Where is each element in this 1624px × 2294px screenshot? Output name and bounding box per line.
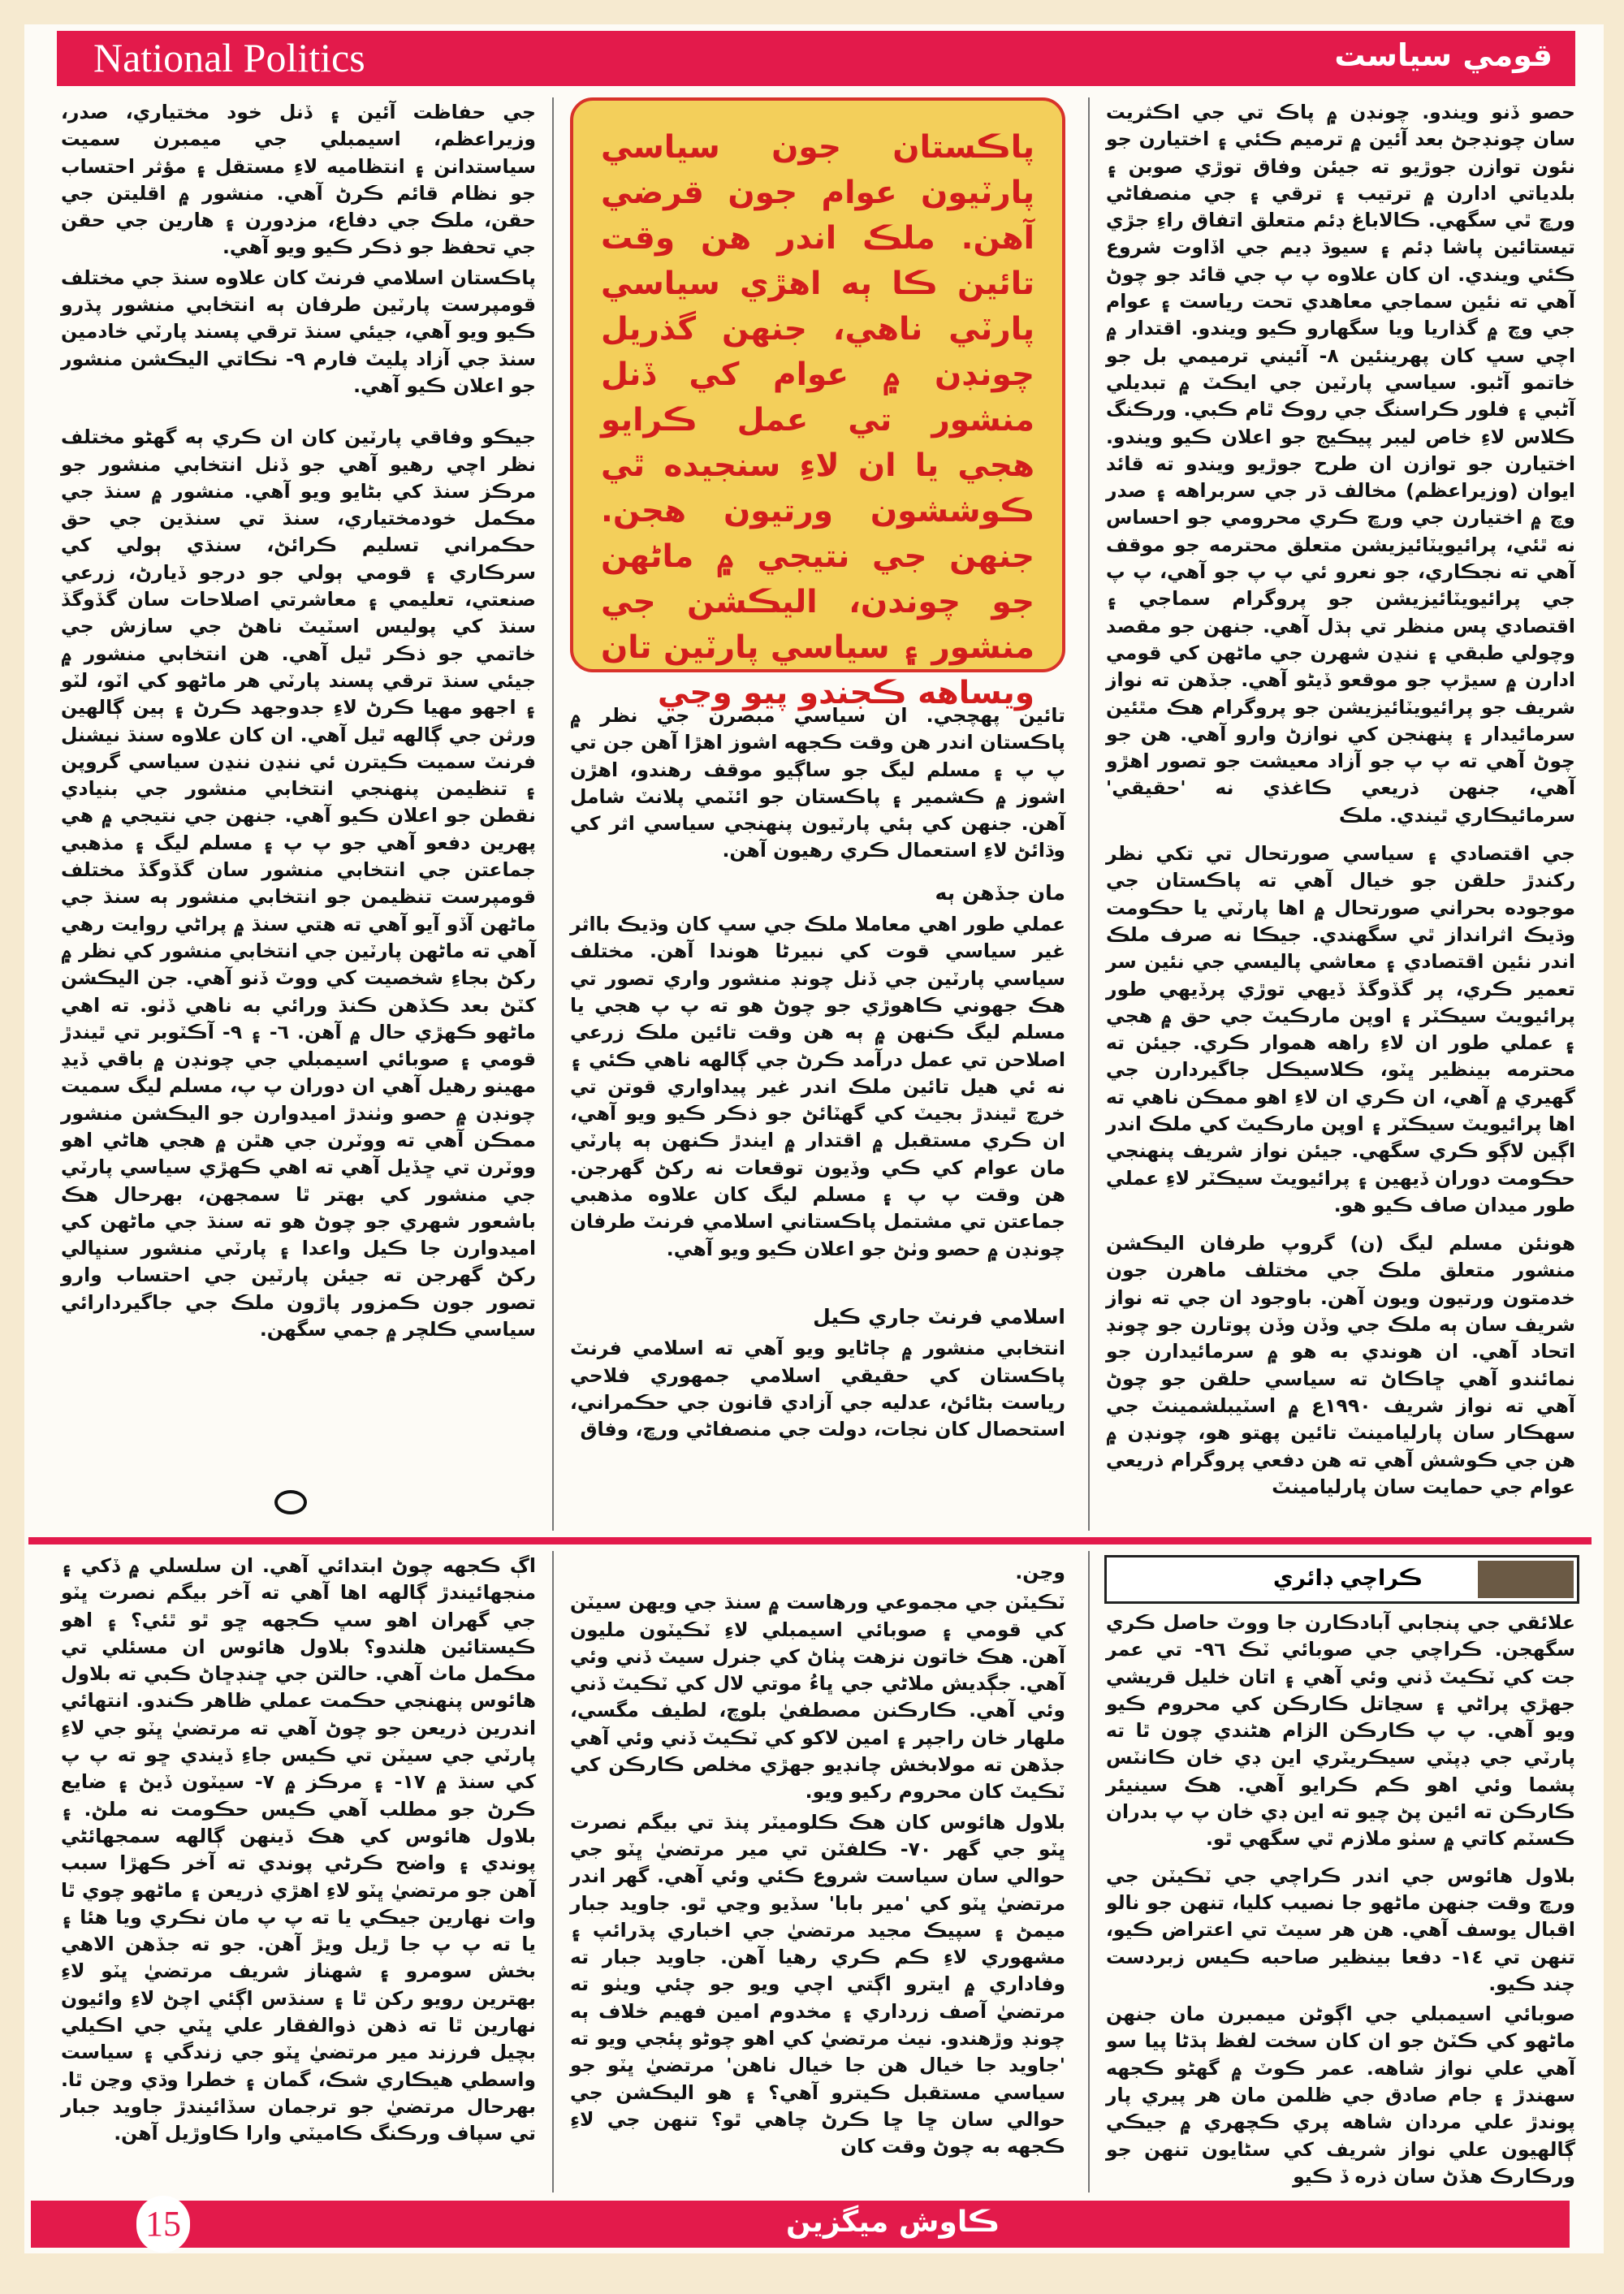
section-divider bbox=[28, 1537, 1592, 1544]
karachi-diary-header bbox=[1104, 1555, 1579, 1604]
publication-name: ڪاوش ميگزين bbox=[786, 2205, 1000, 2239]
paragraph: اڳ ڪجهه چوڻ ابتدائي آهي. ان سلسلي ۾ ڏکي ۽ منجهائيندڙ ڳالهه اها آهي ته آخر بيگم نصرت ڀٽو جي گهران اهو سڀ ڪجهه ڇو ٿو ٿئي؟ ۽ اهو ڪيستائين هلندو؟ بلاول هائوس ان مسئلي تي مڪمل ماٺ آهي. حالتن جي ڇنڊڇاڻ ڪبي ته بلاول هائوس پنهنجي حڪمت عملي ظاهر ڪندو. انتهائي اندرين ذريعن جو چوڻ آهي ته مرتضيٰ ڀٽو جي لاءِ پارٽي جي سيٽن تي ڪيس جاءِ ڏيندي ڇو ته پ پ کي سنڌ ۾ ١٧- ۽ مرڪز ۾ ٧- سيٽون ڏيڻ ۽ ضايع ڪرڻ جو مطلب آهي ڪيس حڪومت نه ملڻ. ۽ بلاول هائوس کي هڪ ڏينهن ڳالهه سمجهائڻي پوندي ۽ واضح ڪرڻي پوندي ته آخر ڪهڙا سبب آهن جو مرتضيٰ ڀٽو لاءِ اهڙي ذريعن ۽ ماڻهو چوي ٿا وات نهارين جيڪي يا ته پ پ مان نڪري ويا هئا ۽ يا ته پ پ جا ڙيل ويڙ آهن. جو ته جڏهن الاهي بخش سومرو ۽ شهناز شريف مرتضيٰ ڀٽو لاءِ بهترين رويو رکن ٿا ۽ سنڌس اڳئي اچڻ لاءِ وائيون نهارين ٿا ته ذهن ذوالفقار علي ڀٽي جي اڪيلي بچيل فرزند مير مرتضيٰ ڀٽو جي زندگي ۽ سياست واسطي هيڪاري شڪ، گمان ۽ خطرا وڌي وڃن ٿا. بهرحال مرتضيٰ جو ترجمان سڏائيندڙ جاويد جبار تي سپاف ورڪنگ ڪاميٽي وارا ڪاوڙيل آهن. bbox=[61, 1554, 536, 2145]
paragraph: عملي طور اهي معاملا ملڪ جي سڀ کان وڌيڪ بااثر غير سياسي قوت کي نبيرڻا هوندا آهن. مختلف سياسي پارٽين جي ڏنل چونڊ منشور واري تصور تي هڪ جهوني ڪاهوڙي جو چوڻ هو ته پ پ هجي يا مسلم ليگ ڪنهن ۾ ٻه هن وقت تائين ملڪ زرعي اصلاحن تي عمل درآمد ڪرڻ جي ڳالهه ناهي ڪئي ۽ نه ئي هيل تائين ملڪ اندر غير پيداواري قوتن تي خرچ ٿيندڙ بجيٽ کي گهٽائڻ جو ذڪر ڪيو ويو آهي، ان ڪري مستقبل ۾ اقتدار ۾ ايندڙ ڪنهن ٻه پارٽي مان عوام کي ڪي وڏيون توقعات نه رکڻ گهرجن. هن وقت پ پ ۽ مسلم ليگ کان علاوه مذهبي جماعتن تي مشتمل پاڪستاني اسلامي فرنٽ طرفان چونڊن ۾ حصو وٺڻ جو اعلان ڪيو ويو آهي. bbox=[570, 913, 1065, 1260]
section-title-english: National Politics bbox=[93, 35, 365, 80]
section-header-band bbox=[57, 31, 1575, 86]
paragraph: بلاول هائوس کان هڪ ڪلوميٽر پنڌ تي بيگم نصرت ڀٽو جي گهر ٧٠- ڪلفٽن تي مير مرتضيٰ ڀٽو جي حوالي سان سياست شروع ڪئي وئي آهي. گهر اندر مرتضيٰ ڀٽو کي 'مير بابا' سڏيو وڃي ٿو. جاويد جبار ميمڻ ۽ سپيڪ مجيد مرتضيٰ جي اخباري پڌرائپ ۽ مشهوري لاءِ ڪم ڪري رهيا آهن. جاويد جبار ته وفاداري ۾ ايترو اڳتي اچي ويو جو چئي ويٺو ته مرتضيٰ آصف زرداري ۽ مخدوم امين فهيم خلاف ٻه چونڊ وڙهندو. نيٺ مرتضيٰ کي اهو چوڻو پئجي ويو ته 'جاويد جا خيال هن جا خيال ناهن' مرتضيٰ ڀٽو جو سياسي مستقبل ڪيترو آهي؟ ۽ هو اليڪشن جي حوالي سان ڇا ڇا ڪرڻ چاهي ٿو؟ تنهن جي لاءِ ڪجهه به چوڻ وقت کان bbox=[570, 1810, 1065, 2158]
diary-logo bbox=[1478, 1561, 1574, 1598]
article-column-top-right bbox=[1106, 99, 1575, 1528]
section-title-sindhi: قومي سياست bbox=[1334, 37, 1553, 73]
paragraph: وڃن. bbox=[1015, 1561, 1065, 1583]
article-column-top-middle bbox=[570, 702, 1065, 1523]
subheading: اسلامي فرنٽ جاري ڪيل bbox=[813, 1304, 1065, 1328]
article-column-bottom-left bbox=[61, 1553, 536, 2194]
paragraph: جي اقتصادي ۽ سياسي صورتحال تي تکي نظر رکندڙ حلقن جو خيال آهي ته پاڪستان جي موجوده بحراني صورتحال ۾ اها پارٽي يا حڪومت وڌيڪ اثرانداز ٿي سگهندي. جيڪا نه صرف ملڪ اندر نئين اقتصادي ۽ معاشي پاليسي جي نئين سر تعمير ڪري، پر گڏوگڏ ڏيهي توڙي پرڏيهي طور پرائيويٽ سيڪٽر ۽ اوپن مارڪيٽ جي حق ۾ هجي ۽ عملي طور ان لاءِ راهه هموار ڪري. جيئن ته محترمه بينظير ڀٽو، ڪلاسيڪل جاگيردارن جي گهيري ۾ آهي، ان ڪري ان لاءِ اهو ممڪن ناهي ته اها پرائيويٽ سيڪٽر ۽ اوپن مارڪيٽ کي ملڪ اندر اڳين لاڳو ڪري سگهي. جيئن نواز شريف پنهنجي حڪومت دوران ڏيهين ۽ پرائيويٽ سيڪٽر لاءِ عملي طور ميدان صاف ڪيو هو. bbox=[1106, 842, 1575, 1216]
paragraph: ٽڪيٽن جي مجموعي ورهاست ۾ سنڌ جي ويهن سيٽن کي قومي ۽ صوبائي اسيمبلي لاءِ ٽڪيٽون مليون آهن. هڪ خاتون نزهت پٺاڻ کي جنرل سيٽ ڏني وئي آهي. جڳديش ملاڻي جي ڀاءُ موتي لال کي ٽڪيٽ ڏني وئي آهي. ڪارڪنن مصطفيٰ بلوچ، لطيف مگسي، ملهار خان راجپر ۽ امين لاکو کي ٽڪيٽ ڏني وئي آهي جڏهن ته مولابخش چانڊيو جهڙي مخلص ڪارڪن کي ٽڪيٽ کان محروم رکيو ويو. bbox=[570, 1591, 1065, 1804]
paragraph: صوبائي اسيمبلي جي اڳوڻن ميمبرن مان جنهن ماڻهو کي ڪٽڻ جو ان کان سخت لفظ ٻڌڻا پيا سو آهي علي نواز شاهه. عمر ڪوٽ ۾ گهڻو ڪجهه سهندڙ ۽ جام صادق جي ظلمن مان هر پيري پار پوندڙ علي مردان شاهه پري ڪچهري ۾ جيڪي ڳالهيون علي نواز شريف کي سڻايون تنهن جو ورڪارڪ هڏڻ سان ذره ڏ ڪيو bbox=[1106, 2002, 1575, 2188]
paragraph: بلاول هائوس جي اندر ڪراچي جي ٽڪيٽن جي ورڇ وقت جنهن ماڻهو جا نصيب کليا، تنهن جو نالو اقبال يوسف آهي. هن هر سيٽ تي اعتراض ڪيو، تنهن تي ١٤- دفعا بينظير صاحبه ڪيس زبردست چند ڪيو. bbox=[1106, 1864, 1576, 1995]
paragraph: هونئن مسلم ليگ (ن) گروپ طرفان اليڪشن منشور متعلق ملڪ جي مختلف ماهرن جون خدمتون ورتيون ويون آهن. باوجود ان جي ته نواز شريف سان ٻه ملڪ جي وڏن وڏن پوتارن جو چونڊ اتحاد آهي. ان هوندي به هو ۾ سرمائيدارن جو نمائندو آهي ڇاڪاڻ ته سياسي حلقن جو چوڻ آهي ته نواز شريف ١٩٩٠ع ۾ اسٽيبلشمينٽ جي سهڪار سان پارليامينٽ تائين پهتو هو، چونڊن ۾ هن جي ڪوشش آهي ته هن دفعي پروگرام ذريعي عوام جي حمايت سان پارليامينٽ bbox=[1106, 1232, 1575, 1498]
paragraph: پاڪستان اسلامي فرنٽ کان علاوه سنڌ جي مختلف قومپرست پارٽين طرفان ٻه انتخابي منشور پڌرو ڪيو ويو آهي، جيئي سنڌ ترقي پسند پارٽي خادمين سنڌ جي آزاد پليٽ فارم ٩- نڪاتي اليڪشن منشور جو اعلان ڪيو آهي. bbox=[61, 266, 536, 397]
subheading: مان جڏهن ٻه bbox=[935, 880, 1065, 905]
article-column-bottom-middle bbox=[570, 1559, 1065, 2194]
column-divider bbox=[552, 97, 554, 1531]
pull-quote-box: پاڪستان جون سياسي پارٽيون عوام جون قرضي آهن. ملڪ اندر هن وقت تائين ڪا ٻه اهڙي سياسي پارٽي ناهي، جنهن گذريل چونڊن ۾ عوام کي ڏنل منشور تي عمل ڪرايو هجي يا ان لاءِ سنجيده ٿي ڪوششون ورتيون هجن. جنهن جي نتيجي ۾ ماڻهن جو چوندن، اليڪشن جي منشور ۽ سياسي پارٽين تان ويساهه ڪجندو پيو وڃي bbox=[570, 97, 1065, 672]
paragraph: جيڪو وفاقي پارٽين کان ان ڪري ٻه گهڻو مختلف نظر اچي رهيو آهي جو ڏنل انتخابي منشور جو مرڪز سنڌ کي بڻايو ويو آهي. منشور ۾ سنڌ جي مڪمل خودمختياري، سنڌ تي سنڌين جي حق حڪمراني تسليم ڪرائڻ، سنڌي ٻولي کي سرڪاري ۽ قومي ٻولي جو درجو ڏيارڻ، زرعي صنعتي، تعليمي ۽ معاشرتي اصلاحات سان گڏوگڏ سنڌ کي پوليس اسٽيٽ ناهڻ جي سازش جي خاتمي جو ذڪر ٿيل آهي. هن انتخابي منشور ۾ جيئي سنڌ ترقي پسند پارٽي هر ماڻهو کي اٽو، لٽو ۽ اجهو مهيا ڪرڻ لاءِ جدوجهد ڪرڻ ۽ ٻين ڳالهين ورثن جي ڳالهه ٿيل آهي. ان کان علاوه سنڌ نيشنل فرنٽ سميت ڪيترن ئي ننڍن ننڍن سياسي گروپن ۽ تنظيمن پنهنجي انتخابي منشور جي بنيادي نقطن جو اعلان ڪيو آهي. جنهن جي نتيجي ۾ هي پهرين دفعو آهي جو پ پ ۽ مسلم ليگ ۽ مذهبي جماعتن جي انتخابي منشور سان گڏوگڏ مختلف قومپرست تنظيمن جو انتخابي منشور ٻه سنڌ جي ماڻهن آڏو آيو آهي ته هتي سنڌ ۾ پراڻي روايت رهي آهي ته ماڻهن پارٽين جي انتخابي منشور کي نظر ۾ رکڻ بجاءِ شخصيت کي ووٽ ڏنو آهي. جن اليڪشن کٽڻ بعد ڪڏهن ڪنڌ ورائي به ناهي ڏٺو. ته اهي ماڻهو ڪهڙي حال ۾ آهن. ٦- ۽ ٩- آڪٽوبر تي ٿيندڙ قومي ۽ صوبائي اسيمبلي جي چونڊن ۾ باقي ڏيڍ مهينو رهيل آهي ان دوران پ پ، مسلم ليگ سميت چونڊن ۾ حصو وٺندڙ اميدوارن جو اليڪشن منشور ممڪن آهي ته ووٽرن جي هٿن ۾ هجي هاڻي اهو ووٽرن تي ڇڏيل آهي ته اهي ڪهڙي سياسي پارٽي جي منشور کي بهتر ٿا سمجهن، بهرحال هڪ باشعور شهري جو چوڻ هو ته سنڌ جي ماڻهن کي اميدوارن جا ڪيل واعدا ۽ پارٽي منشور سنڀالي رکڻ گهرجن ته جيئن پارٽين جي احتساب وارو تصور جون ڪمزور پاڙون ملڪ جي جاگيردارائي سياسي ڪلچر ۾ جمي سگهن. bbox=[61, 426, 536, 1341]
paragraph: جي حفاظت آئين ۽ ڏنل خود مختياري، صدر، وزيراعظم، اسيمبلي جي ميمبرن سميت سياستدانن ۽ انتظاميه لاءِ مستقل ۽ مؤثر احتساب جو نظام قائم ڪرڻ آهي. منشور ۾ اقليتن جي حقن، ملڪ جي دفاع، مزدورن ۽ هارين جي حقن جي تحفظ جو ذڪر ڪيو ويو آهي. bbox=[61, 101, 536, 259]
diary-title: ڪراچي ڊائري bbox=[1272, 1566, 1423, 1591]
article-column-top-left bbox=[61, 99, 536, 1480]
end-mark-icon bbox=[274, 1490, 307, 1514]
paragraph: انتخابي منشور ۾ ڄاڻايو ويو آهي ته اسلامي فرنٽ پاڪستان کي حقيقي اسلامي جمهوري فلاحي رياست بڻائڻ، عدليه جي آزادي قانون جي حڪمراني، استحصال کان نجات، دولت جي منصفاڻي ورڇ، وفاق bbox=[570, 1337, 1065, 1441]
column-divider bbox=[1088, 1551, 1090, 2192]
column-divider bbox=[1088, 97, 1090, 1531]
footer-band bbox=[31, 2201, 1570, 2248]
paragraph: علائقي جي پنجابي آبادڪارن جا ووٽ حاصل ڪري سگهجن. ڪراچي جي صوبائي ٽڪ ٩٦- تي عمر جت کي ٽڪيٽ ڏني وئي آهي ۽ اتان خليل قريشي جهڙي پراڻي ۽ سڃاتل ڪارڪن کي محروم ڪيو ويو آهي. پ پ ڪارڪن الزام هڻندي چون ٿا ته پارٽي جي ڊپٽي سيڪريٽري اين ڊي خان ڪانٽس پشما وئي اهو ڪم ڪرايو آهي. هڪ سينيئر ڪارڪن ته ائين پڻ چيو ته اين ڊي خان پ پ بدران ڪسٽم کاتي ۾ سٺو ملازم ٿي سگهي ٿو. bbox=[1106, 1611, 1575, 1851]
page-number: 15 bbox=[136, 2196, 190, 2253]
paragraph: تائين پهچجي. ان سياسي مبصرن جي نظر ۾ پاڪستان اندر هن وقت ڪجهه اشوز اهڙا آهن جن تي پ پ ۽ مسلم ليگ جو ساڳيو موقف رهندو، اهڙن اشوز ۾ ڪشمير ۽ پاڪستان جو ائٽمي پلانٽ شامل آهن. جنهن کي ٻئي پارٽيون پنهنجي سياسي اثر کي وڌائڻ لاءِ استعمال ڪري رهيون آهن. bbox=[570, 704, 1065, 862]
article-column-bottom-right bbox=[1106, 1609, 1575, 2194]
column-divider bbox=[552, 1551, 554, 2192]
paragraph: حصو ڏنو ويندو. چونڊن ۾ پاڪ تي جي اڪثريت سان چونڊجڻ بعد آئين ۾ ترميم ڪئي ۽ اختيارن جو نئون توازن جوڙيو ته جيئن وفاق توڙي صوبن ۽ بلدياتي ادارن ۾ ترتيب ۽ ترقي ۽ جي منصفاڻي ورڇ ٿي سگهي. ڪالاباغ ڊئم متعلق اتفاق راءِ جڙي تيستائين پاشا ڊئم ۽ سيوڌ ڊيم جي اڏاوت شروع ڪئي ويندي. ان کان علاوه پ پ جي قائد جو چوڻ آهي ته نئين سماجي معاهدي تحت رياست ۽ عوام جي وچ ۾ گذاريا ويا سگهارو ڪيو ويندو. اقتدار ۾ اچي سڀ کان پهرينئين ٨- آئيني ترميمي بل جو خاتمو آڻبو. سياسي پارٽين جي ايڪٽ ۾ تبديلي آڻبي ۽ فلور ڪراسنگ جي روڪ ٿام ڪبي. ورڪنگ ڪلاس لاءِ خاص ليبر پيڪيج جو اعلان ڪيو ويندو. اختيارن جو توازن ان طرح جوڙيو ويندو ته قائد ايوان (وزيراعظم) مخالف ڌر جي سربراهه ۽ صدر وچ ۾ اختيارن جي ورڇ ڪري محرومي جو احساس نه ٿئي، پرائيويٽائيزيشن متعلق محترمه جو موقف آهي ته نجڪاري، جو نعرو ئي پ پ جو آهي، پ پ جي پرائيويٽائيزيشن جو پروگرام سماجي ۽ اقتصادي پس منظر تي ٻڌل آهي. جنهن جو مقصد وچولي طبقي ۽ ننڍن شهرن جي ماڻهن کي قومي ادارن ۾ سيڙپ جو موقعو ڏيڻو آهي. جڏهن ته نواز شريف جو پرائيويٽائيزيشن جو پروگرام هڪ مٿئين سرمائيدار ۽ پنهنجن کي نوازڻ وارو آهي. هن جو چوڻ آهي ته پ پ جو آزاد معيشت جو تصور اهڙو آهي، جنهن ذريعي ڪاغذي نه 'حقيقي' سرمائيڪاري ٿيندي. ملڪ bbox=[1106, 101, 1576, 827]
